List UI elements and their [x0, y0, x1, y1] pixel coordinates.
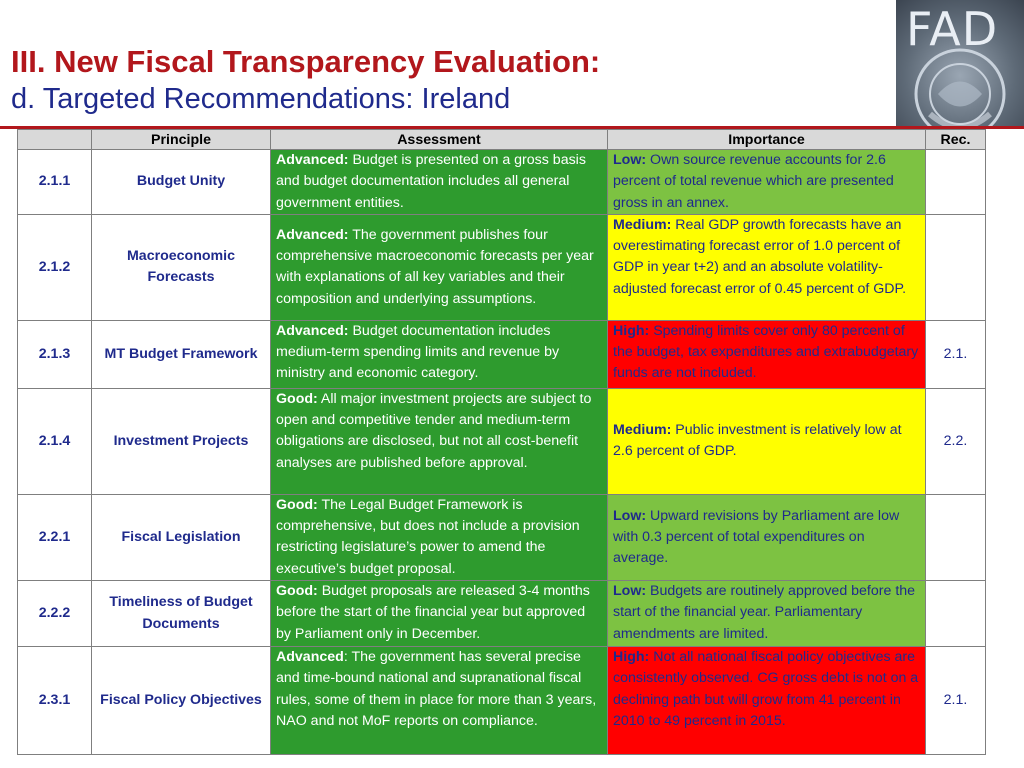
row-id: 2.2.1 — [18, 494, 92, 580]
importance-text: Public investment is relatively low at 2.6 percent of GDP. — [613, 422, 902, 460]
row-assessment — [271, 494, 608, 580]
row-importance — [608, 647, 926, 755]
row-assessment — [271, 647, 608, 755]
table-row — [18, 320, 986, 388]
row-rec — [926, 150, 986, 215]
table-row — [18, 214, 986, 320]
importance-text: Own source revenue accounts for 2.6 percent of total revenue which are presented gross in an annex. — [613, 152, 894, 211]
importance-level: Medium: — [613, 422, 672, 439]
row-principle: Fiscal Legislation — [92, 494, 271, 580]
assessment-text: Budget proposals are released 3-4 months before the start of the financial year but approved by Parliament only in December. — [276, 583, 590, 642]
importance-level: Low: — [613, 152, 647, 168]
row-assessment — [271, 388, 608, 494]
assessment-text: Budget is presented on a gross basis and budget documentation includes all general government entities. — [276, 152, 586, 211]
row-rec: 2.1. — [926, 320, 986, 388]
table-row — [18, 647, 986, 755]
assessment-level: Good: — [276, 390, 318, 407]
header-principle: Principle — [92, 130, 271, 150]
importance-level: Low: — [613, 507, 647, 524]
importance-level: Medium: — [613, 216, 672, 233]
row-principle: Budget Unity — [92, 150, 271, 215]
table-row — [18, 388, 986, 494]
row-rec: 2.2. — [926, 388, 986, 494]
page-title: III. New Fiscal Transparency Evaluation: — [11, 44, 601, 79]
imf-logo — [896, 0, 1024, 126]
assessment-text: Budget documentation includes medium-term spending limits and revenue by ministry and economic category. — [276, 322, 560, 382]
row-id: 2.1.3 — [18, 320, 92, 388]
page-subtitle: d. Targeted Recommendations: Ireland — [11, 83, 511, 115]
title-area — [11, 42, 600, 115]
row-importance — [608, 214, 926, 320]
row-principle: Fiscal Policy Objectives — [92, 647, 271, 755]
assessment-level: Advanced — [276, 649, 344, 666]
assessment-level: Good: — [276, 496, 318, 513]
row-id: 2.1.4 — [18, 388, 92, 494]
row-importance — [608, 388, 926, 494]
row-assessment — [271, 214, 608, 320]
recommendations-table — [17, 129, 986, 755]
row-assessment — [271, 581, 608, 647]
importance-text: Budgets are routinely approved before the start of the financial year. Parliamentary amendments are limited. — [613, 583, 916, 642]
header-assessment: Assessment — [271, 130, 608, 150]
row-importance — [608, 494, 926, 580]
assessment-text: All major investment projects are subject to open and competitive tender and medium-term obligations are disclosed, but not all cost-benefit analyses are published before approval. — [276, 390, 592, 471]
row-rec — [926, 214, 986, 320]
row-principle: MT Budget Framework — [92, 320, 271, 388]
row-rec — [926, 494, 986, 580]
assessment-level: Good: — [276, 583, 318, 600]
importance-text: Upward revisions by Parliament are low with 0.3 percent of total expenditures on average. — [613, 507, 900, 567]
row-id: 2.3.1 — [18, 647, 92, 755]
row-importance — [608, 320, 926, 388]
table-row — [18, 150, 986, 215]
row-rec: 2.1. — [926, 647, 986, 755]
row-principle: Timeliness of Budget Documents — [92, 581, 271, 647]
table-header-row — [18, 130, 986, 150]
logo-text: FAD — [906, 2, 999, 56]
importance-level: High: — [613, 322, 650, 339]
table-row — [18, 494, 986, 580]
importance-text: Real GDP growth forecasts have an overestimating forecast error of 1.0 percent of GDP in year t+2) and an absolute volatility-adjusted forecast error of 0.45 percent of GDP. — [613, 216, 907, 297]
row-id: 2.1.1 — [18, 150, 92, 215]
row-assessment — [271, 150, 608, 215]
assessment-text: The Legal Budget Framework is comprehensive, but does not include a provision restricting legislature’s power to amend the executive’s budget proposal. — [276, 496, 580, 577]
row-importance — [608, 150, 926, 215]
row-id: 2.2.2 — [18, 581, 92, 647]
assessment-level: Advanced: — [276, 322, 349, 339]
table-row — [18, 581, 986, 647]
row-principle: Investment Projects — [92, 388, 271, 494]
importance-level: High: — [613, 649, 650, 666]
importance-text: Spending limits cover only 80 percent of the budget, tax expenditures and extrabudgetary funds are not included. — [613, 322, 919, 382]
header-rec: Rec. — [926, 130, 986, 150]
row-principle: Macroeconomic Forecasts — [92, 214, 271, 320]
row-assessment — [271, 320, 608, 388]
assessment-level: Advanced: — [276, 226, 349, 243]
assessment-text: The government publishes four comprehensive macroeconomic forecasts per year with explanations of all key variables and their composition and underlying assumptions. — [276, 226, 594, 307]
row-importance — [608, 581, 926, 647]
header-id — [18, 130, 92, 150]
assessment-level: Advanced: — [276, 152, 349, 168]
importance-text: Not all national fiscal policy objectives are consistently observed. CG gross debt is not on a declining path but will grow from 41 percent in 2010 to 49 percent in 2015. — [613, 649, 919, 729]
header-importance: Importance — [608, 130, 926, 150]
assessment-text: : The government has several precise and time-bound national and supranational fiscal rules, some of them in place for more than 3 years, NAO and not MoF reports on compliance. — [276, 649, 597, 729]
imf-seal-icon — [910, 44, 1010, 126]
row-rec — [926, 581, 986, 647]
row-id: 2.1.2 — [18, 214, 92, 320]
importance-level: Low: — [613, 583, 647, 600]
